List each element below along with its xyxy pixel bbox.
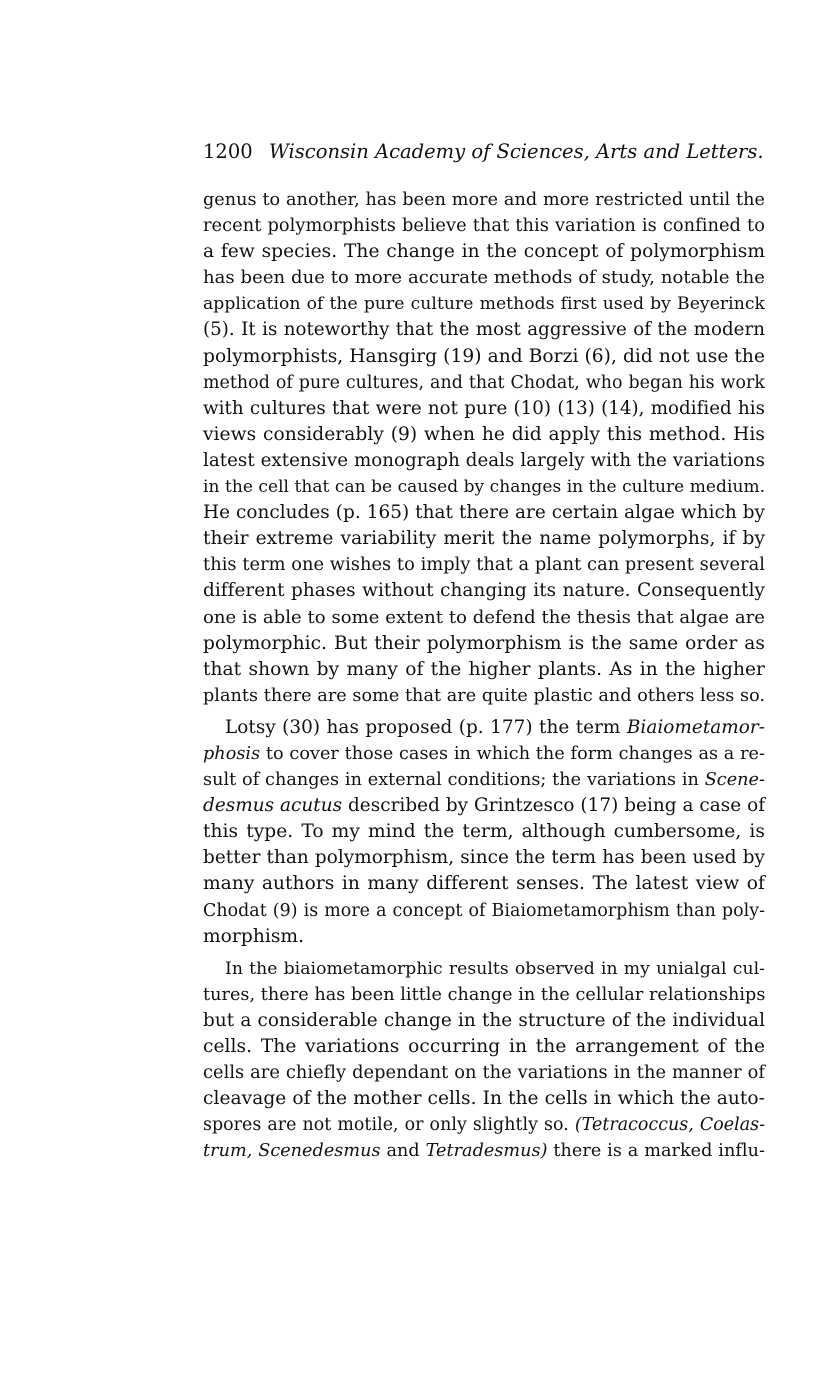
text-line: recent polymorphists believe that this variation is confined to xyxy=(203,215,765,237)
text-line: morphism. xyxy=(203,925,305,947)
text-line: spores are not motile, or only slightly so. (Tetracoccus, Coelas- xyxy=(203,1115,766,1136)
text-line: views considerably (9) when he did apply this method. His xyxy=(203,423,765,445)
text-line: latest extensive monograph deals largely with the variations xyxy=(203,449,765,471)
running-title: Wisconsin Academy of Sciences, Arts and Letters. xyxy=(268,140,764,163)
text-line: trum, Scenedesmus and Tetradesmus) there is a marked influ- xyxy=(203,1141,765,1162)
text-line: cells are chiefly dependant on the variations in the manner of xyxy=(203,1062,765,1084)
text-line: different phases without changing its nature. Consequently xyxy=(203,580,765,602)
text-line: but a considerable change in the structure of the individual xyxy=(203,1009,765,1031)
text-line: He concludes (p. 165) that there are certain algae which by xyxy=(203,502,765,524)
text-line: that shown by many of the higher plants. As in the higher xyxy=(203,658,765,680)
text-line: (5). It is noteworthy that the most aggressive of the modern xyxy=(203,319,765,341)
text-line: application of the pure culture methods first used by Beyerinck xyxy=(203,294,765,315)
text-line: genus to another, has been more and more restricted until the xyxy=(203,190,765,210)
text-line: method of pure cultures, and that Chodat, who began his work xyxy=(203,372,765,393)
paragraph-2 xyxy=(203,715,765,950)
text-line: In the biaiometamorphic results observed in my unialgal cul- xyxy=(225,958,765,979)
text-line: in the cell that can be caused by changes in the culture medium. xyxy=(203,477,766,498)
text-line: cells. The variations occurring in the arrangement of the xyxy=(203,1036,765,1057)
body-text xyxy=(203,187,765,1164)
text-line: sult of changes in external conditions; the variations in Scene- xyxy=(203,770,765,791)
text-line: polymorphists, Hansgirg (19) and Borzi (6), did not use the xyxy=(203,345,765,367)
text-line: cleavage of the mother cells. In the cells in which the auto- xyxy=(203,1088,765,1110)
text-line: phosis to cover those cases in which the form changes as a re- xyxy=(203,743,765,764)
page-header xyxy=(203,138,763,166)
text-line: this term one wishes to imply that a plant can present several xyxy=(203,554,765,576)
text-line: better than polymorphism, since the term has been used by xyxy=(203,847,765,869)
paragraph-3 xyxy=(203,956,765,1165)
text-line: Chodat (9) is more a concept of Biaiometamorphism than poly- xyxy=(203,900,765,921)
text-line: polymorphic. But their polymorphism is the same order as xyxy=(203,632,765,654)
page-number: 1200 xyxy=(203,140,253,163)
text-line: a few species. The change in the concept of polymorphism xyxy=(203,241,765,263)
text-line: has been due to more accurate methods of study, notable the xyxy=(203,267,765,289)
text-line: this type. To my mind the term, although cumbersome, is xyxy=(203,821,765,843)
paragraph-1 xyxy=(203,187,765,709)
text-line: plants there are some that are quite plastic and others less so. xyxy=(203,685,766,706)
text-line: desmus acutus described by Grintzesco (17) being a case of xyxy=(203,795,766,817)
text-line: many authors in many different senses. The latest view of xyxy=(203,873,765,895)
text-line: with cultures that were not pure (10) (13) (14), modified his xyxy=(203,397,765,419)
text-line: tures, there has been little change in the cellular relationships xyxy=(203,984,766,1005)
text-line: their extreme variability merit the name polymorphs, if by xyxy=(203,528,765,550)
text-line: Lotsy (30) has proposed (p. 177) the term Biaiometamor- xyxy=(225,716,765,738)
text-line: one is able to some extent to defend the thesis that algae are xyxy=(203,606,765,628)
